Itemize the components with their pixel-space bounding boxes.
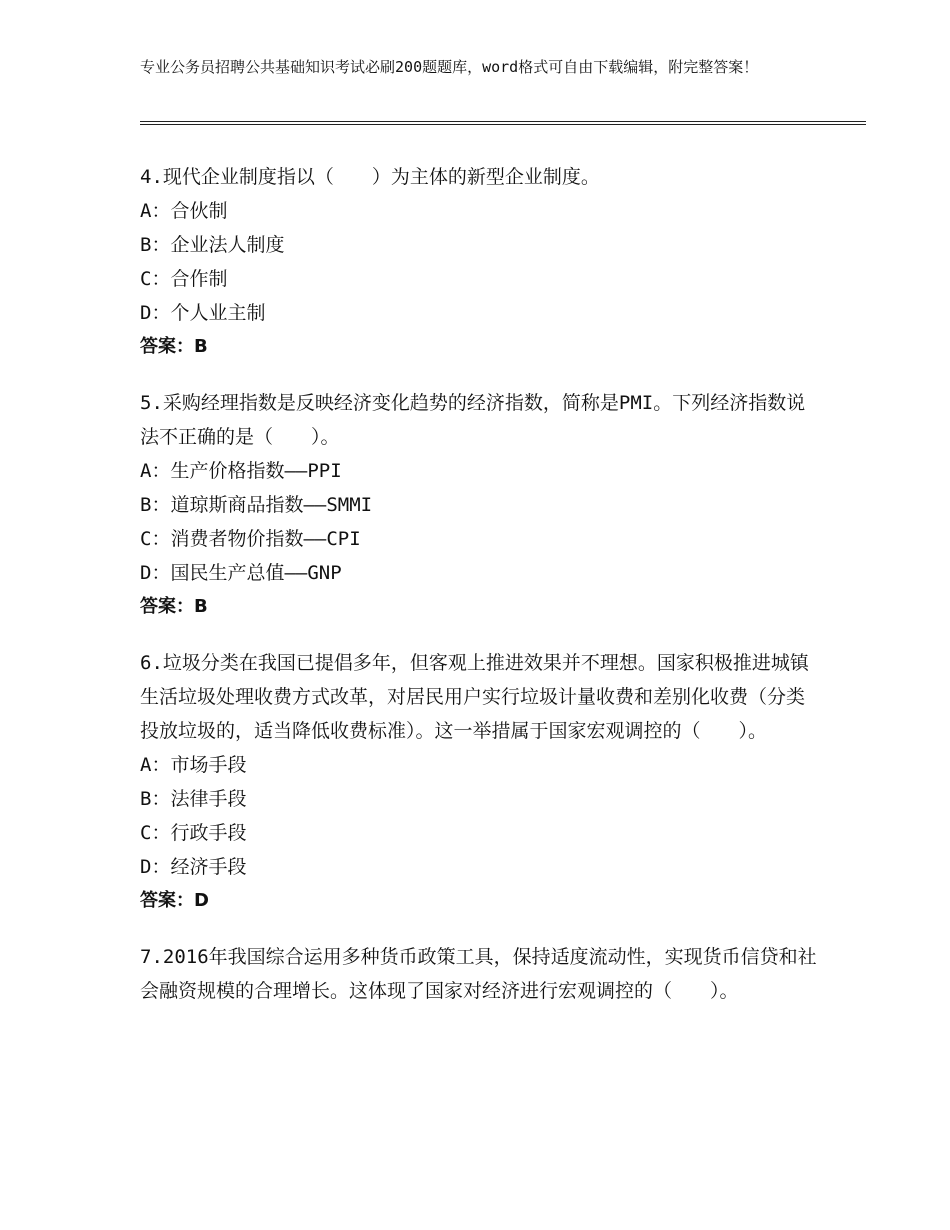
option-d: D：经济手段 — [140, 856, 247, 878]
option-a: A：市场手段 — [140, 754, 247, 776]
option-b: B：道琼斯商品指数——SMMI — [140, 494, 373, 516]
option-a: A：合伙制 — [140, 200, 228, 222]
option-b: B：法律手段 — [140, 788, 247, 810]
option-a: A：生产价格指数——PPI — [140, 460, 342, 482]
question-4 — [140, 160, 820, 364]
option-b: B：企业法人制度 — [140, 234, 285, 256]
question-stem: 7.2016年我国综合运用多种货币政策工具，保持适度流动性，实现货币信贷和社会融资规模的合理增长。这体现了国家对经济进行宏观调控的（ ）。 — [140, 946, 817, 1002]
question-5 — [140, 386, 820, 624]
answer: 答案：B — [140, 336, 208, 357]
header-rule — [140, 124, 866, 125]
question-7 — [140, 940, 820, 1008]
question-stem: 5.采购经理指数是反映经济变化趋势的经济指数，简称是PMI。下列经济指数说法不正确的是（ ）。 — [140, 392, 806, 448]
option-c: C：消费者物价指数——CPI — [140, 528, 361, 550]
option-c: C：行政手段 — [140, 822, 247, 844]
answer: 答案：B — [140, 596, 208, 617]
question-list — [140, 160, 820, 1030]
option-d: D：国民生产总值——GNP — [140, 562, 342, 584]
header-rule — [140, 121, 866, 122]
option-c: C：合作制 — [140, 268, 228, 290]
option-d: D：个人业主制 — [140, 302, 266, 324]
question-6 — [140, 646, 820, 918]
answer: 答案：D — [140, 890, 209, 911]
question-stem: 6.垃圾分类在我国已提倡多年，但客观上推进效果并不理想。国家积极推进城镇生活垃圾处理收费方式改革，对居民用户实行垃圾计量收费和差别化收费（分类投放垃圾的，适当降低收费标准）。这一举措属于国家宏观调控的（ ）。 — [140, 652, 809, 742]
document-header: 专业公务员招聘公共基础知识考试必刷200题题库，word格式可自由下载编辑，附完整答案！ — [140, 58, 759, 76]
question-stem: 4.现代企业制度指以（ ）为主体的新型企业制度。 — [140, 166, 600, 188]
